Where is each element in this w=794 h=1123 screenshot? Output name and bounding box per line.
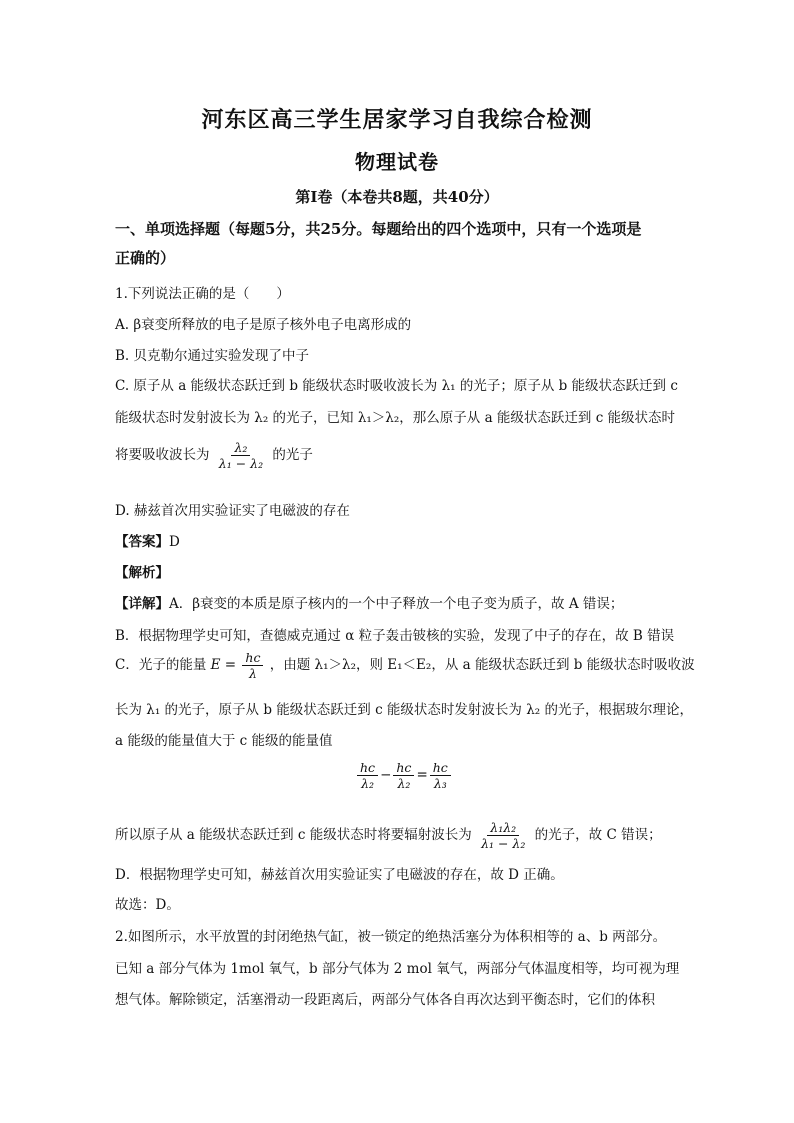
analysis-a-text: A．β衰变的本质是原子核内的一个中子释放一个电子变为质子，故 A 错误；	[169, 596, 624, 612]
q1-option-c-line1: C. 原子从 a 能级状态跃迁到 b 能级状态时吸收波长为 λ₁ 的光子；原子从 b 能级状态跃迁到 c	[115, 378, 678, 394]
analysis-c-line1	[115, 650, 695, 681]
analysis-a	[115, 592, 623, 612]
exam-part: 第Ⅰ卷（本卷共8题，共40分）	[295, 188, 499, 206]
analysis-c4-text: 所以原子从 a 能级状态跃迁到 c 能级状态时将要辐射波长为	[115, 827, 472, 843]
analysis-c-line4	[115, 820, 662, 851]
fraction-denominator: λ₂	[397, 776, 411, 791]
fraction-numerator: hc	[430, 760, 451, 776]
q2-line2: 已知 a 部分气体为 1mol 氧气，b 部分气体为 2 mol 氧气，两部分气体温度相等，均可视为理	[115, 961, 680, 977]
answer-line	[115, 530, 180, 550]
wavelength-fraction	[478, 820, 528, 851]
q1-option-c-tail: 的光子	[272, 447, 313, 463]
eq-term-1	[357, 760, 378, 791]
analysis-choose: 故选：D。	[115, 897, 180, 913]
exam-subject: 物理试卷	[355, 150, 439, 174]
section-heading-line1: 一、单项选择题（每题5分，共25分。每题给出的四个选项中，只有一个选项是	[115, 220, 642, 238]
energy-symbol: E =	[210, 657, 237, 673]
fraction-denominator: λ₁ − λ₂	[481, 836, 526, 851]
fraction-numerator: hc	[242, 650, 263, 666]
fraction-numerator: λ₂	[231, 440, 250, 456]
q2-line3: 想气体。解除锁定，活塞滑动一段距离后，两部分气体各自再次达到平衡态时，它们的体积	[115, 992, 655, 1008]
q1-option-c-fraction	[216, 440, 266, 471]
answer-value: D	[169, 534, 180, 550]
eq-term-2	[393, 760, 414, 791]
eq-term-3	[430, 760, 451, 791]
q1-option-a: A. β衰变所释放的电子是原子核外电子电离形成的	[115, 317, 412, 333]
section-heading-line2: 正确的）	[115, 249, 176, 267]
exam-title: 河东区高三学生居家学习自我综合检测	[201, 107, 593, 133]
analysis-c-line2: 长为 λ₁ 的光子，原子从 b 能级状态跃迁到 c 能级状态时发射波长为 λ₂ 的光子，根据玻尔理论，	[115, 702, 693, 718]
fraction-denominator: λ	[248, 666, 257, 681]
detail-tag: 【详解】	[115, 596, 169, 612]
fraction-denominator: λ₂	[361, 776, 374, 791]
energy-fraction	[242, 650, 263, 681]
fraction-numerator: hc	[357, 760, 378, 776]
fraction-numerator: λ₁λ₂	[487, 820, 519, 836]
bohr-equation: $\frac{hc}{\text{λ₂}}$ − $\frac{hc}{\text{λ₂}}$ = $\frac{hc}{\text{λ₃}}$	[355, 760, 453, 791]
analysis-label: 【解析】	[115, 565, 169, 581]
q1-stem: 1.下列说法正确的是（ ）	[115, 286, 290, 302]
answer-tag: 【答案】	[115, 534, 169, 550]
analysis-c-tail: ，由题 λ₁＞λ₂，则 E₁＜E₂，从 a 能级状态跃迁到 b 能级状态时吸收波	[269, 657, 695, 673]
fraction-denominator: λ₁ − λ₂	[218, 456, 264, 471]
analysis-c4-tail: 的光子，故 C 错误；	[534, 827, 662, 843]
q1-option-d: D. 赫兹首次用实验证实了电磁波的存在	[115, 503, 350, 519]
q1-option-c-line2: 能级状态时发射波长为 λ₂ 的光子，已知 λ₁＞λ₂，那么原子从 a 能级状态跃迁到 c 能级状态时	[115, 410, 676, 426]
analysis-c-text: C．光子的能量	[115, 657, 207, 673]
q1-option-c-line3	[115, 440, 313, 471]
analysis-tag	[115, 561, 169, 581]
analysis-c-line3: a 能级的能量值大于 c 能级的能量值	[115, 733, 333, 749]
q1-option-b: B. 贝克勒尔通过实验发现了中子	[115, 348, 310, 364]
q1-option-c-text: 将要吸收波长为	[115, 447, 210, 463]
analysis-b: B．根据物理学史可知，查德威克通过 α 粒子轰击铍核的实验，发现了中子的存在，故 B 错误	[115, 628, 675, 644]
analysis-d: D．根据物理学史可知，赫兹首次用实验证实了电磁波的存在，故 D 正确。	[115, 867, 564, 883]
fraction-numerator: hc	[393, 760, 414, 776]
q2-line1: 2.如图所示，水平放置的封闭绝热气缸，被一锁定的绝热活塞分为体积相等的 a、b 两部分。	[115, 929, 667, 945]
fraction-denominator: λ₃	[433, 776, 447, 791]
